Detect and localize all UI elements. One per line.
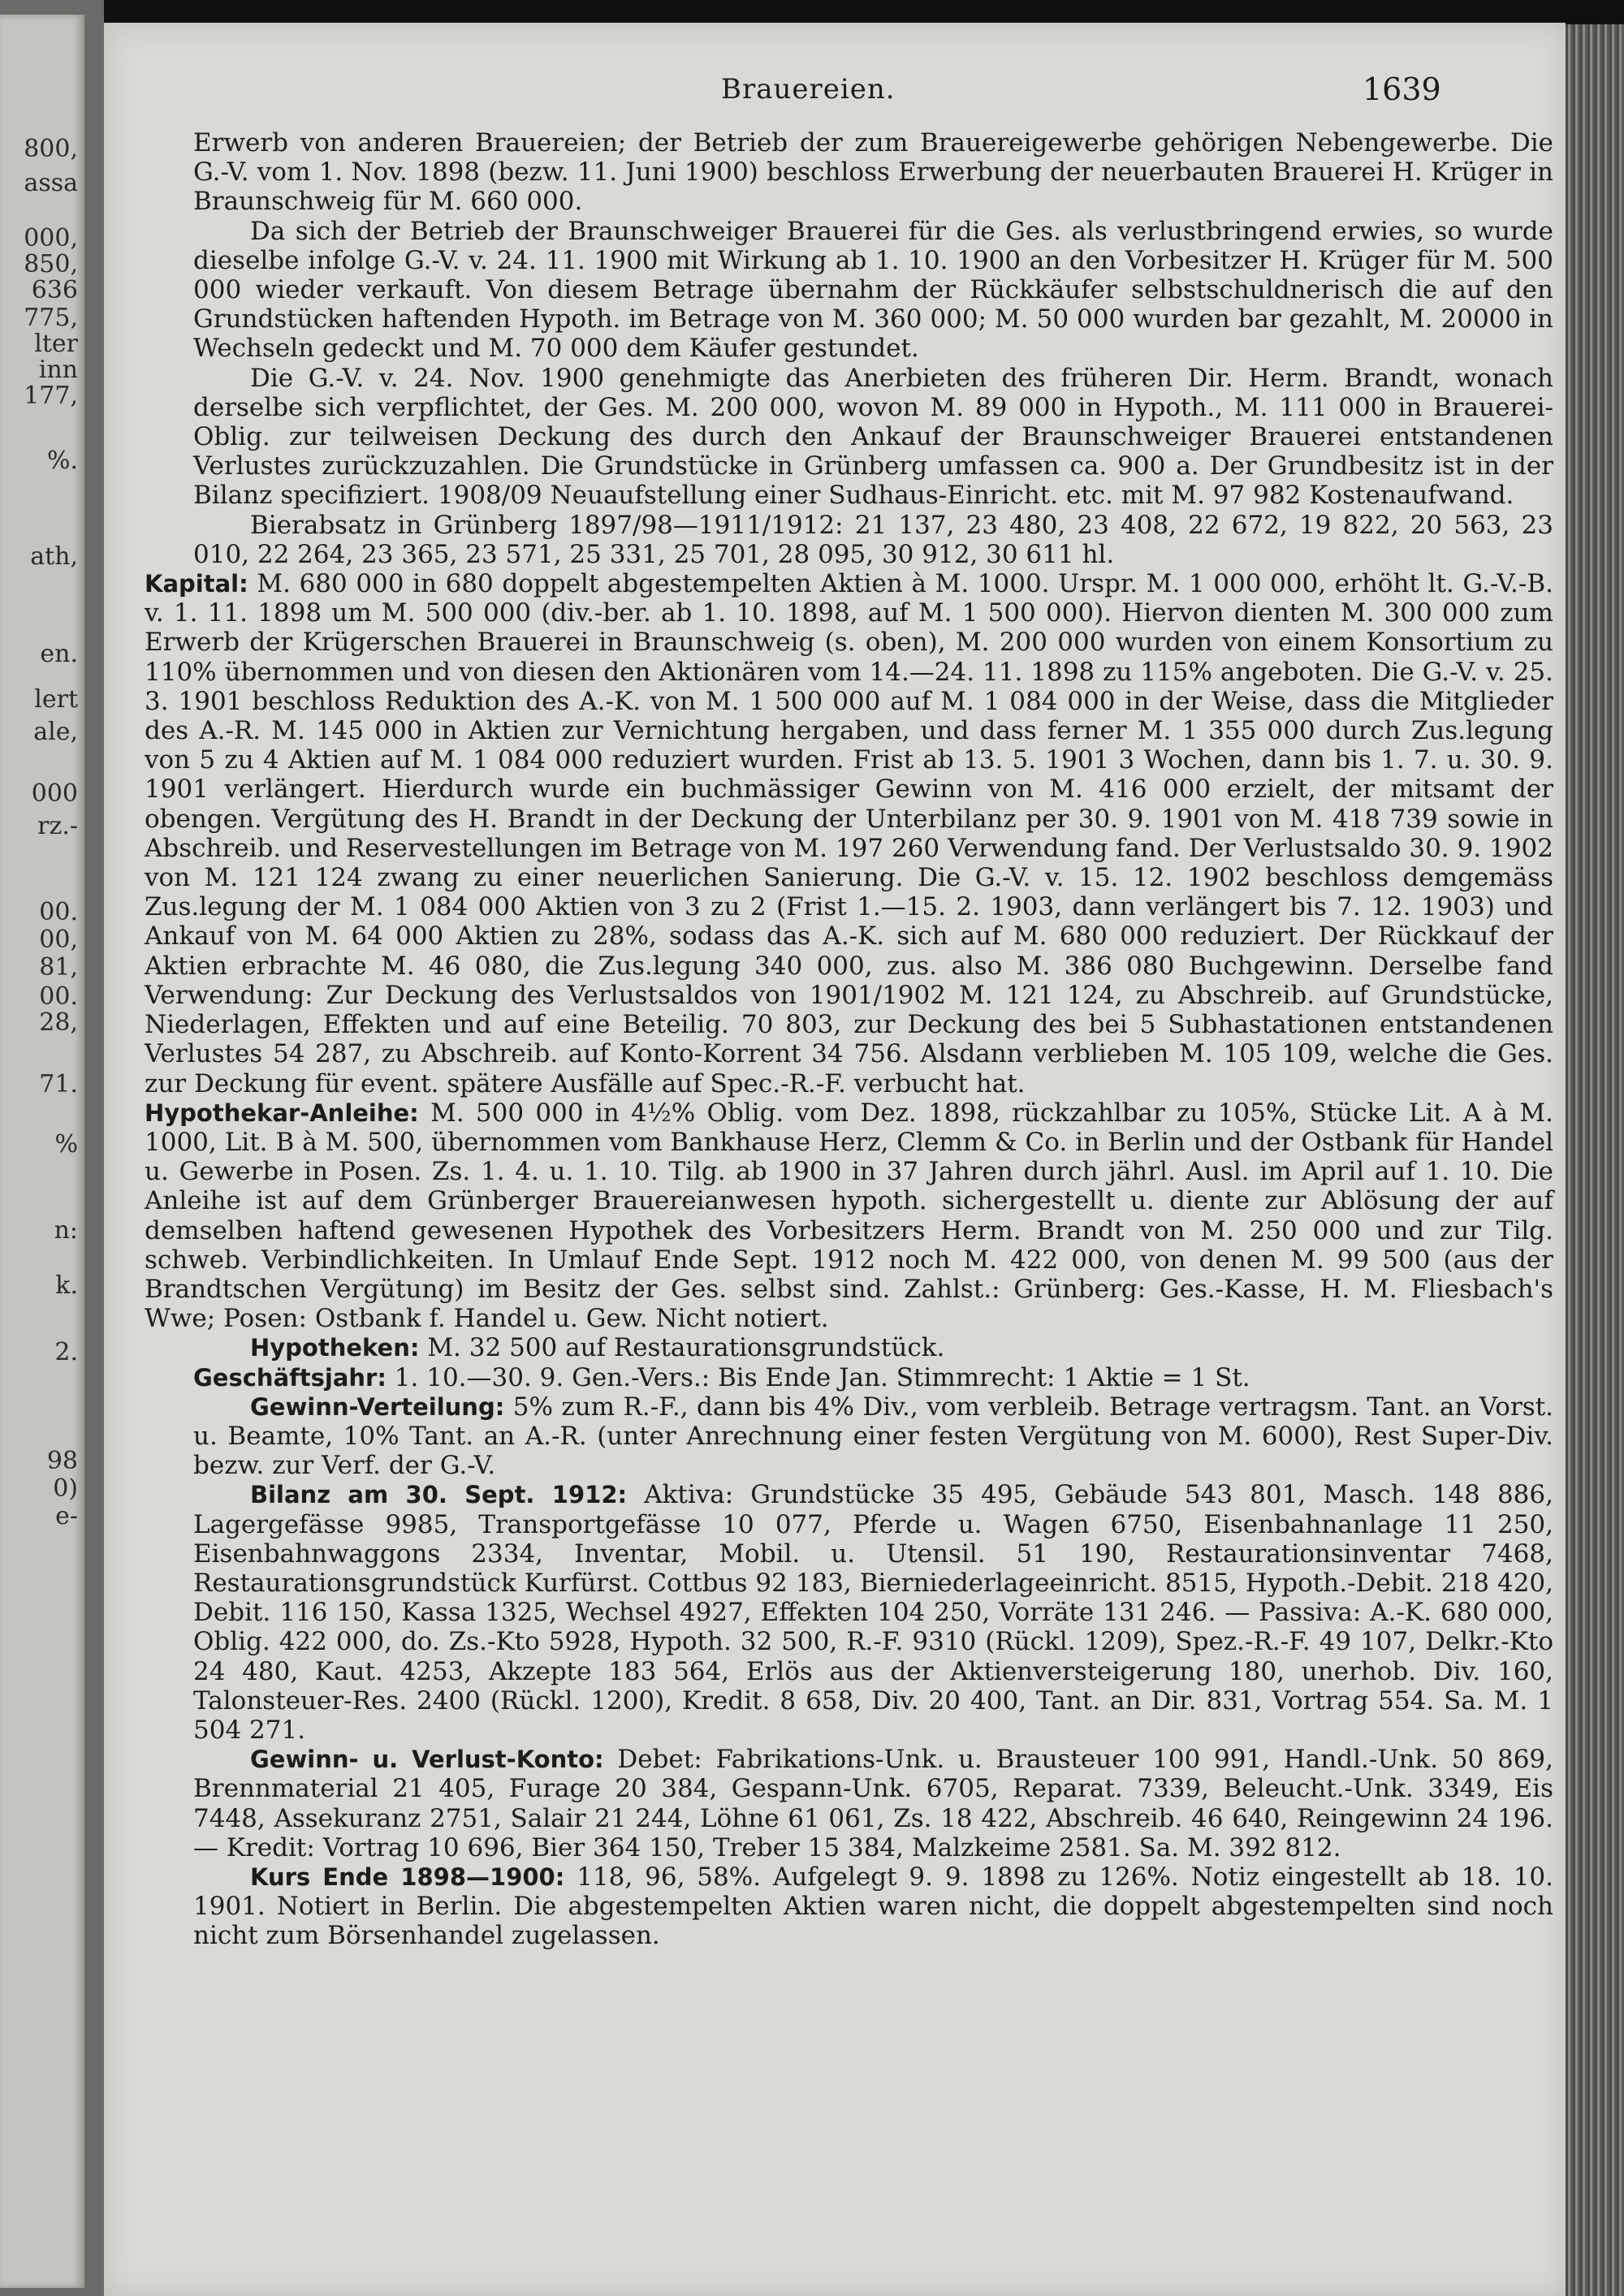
previous-page-fragment: 850, [24, 250, 78, 278]
paragraph-gewinn-verlust-konto: Gewinn- u. Verlust-Konto: Debet: Fabrikations-Unk. u. Brausteuer 100 991, Handl.-Unk. 50 869, Brennmaterial 21 405, Furage 20 384, Gespann-Unk. 6705, Reparat. 7339, Beleucht.-Unk. 3349, Eis 7448, Assekuranz 2751, Salair 21 244, Löhne 61 061, Zs. 18 422, Abschreib. 46 640, Reingewinn 24 196. — Kredit: Vortrag 10 696, Bier 364 150, Treber 15 384, Malzkeime 2581. Sa. M. 392 812. [193, 1745, 1553, 1862]
previous-page-fragment: 0) [53, 1474, 78, 1503]
previous-page-fragment: ath, [30, 542, 78, 571]
paragraph-brandt-offer: Die G.-V. v. 24. Nov. 1900 genehmigte das Anerbieten des früheren Dir. Herm. Brandt, wonach derselbe sich verpflichtet, der Ges. M. 200 000, wovon M. 89 000 in Hypoth., M. 111 000 in Brauerei-Oblig. zur teilweisen Deckung des durch den Ankauf der Braunschweiger Brauerei entstandenen Verlustes zurückzuzahlen. Die Grundstücke in Grünberg umfassen ca. 900 a. Der Grundbesitz ist in der Bilanz specifiziert. 1908/09 Neuaufstellung einer Sudhaus-Einricht. etc. mit M. 97 982 Kostenaufwand. [193, 363, 1553, 511]
previous-page-fragment: 98 [46, 1447, 78, 1475]
previous-page-fragment: assa [24, 169, 78, 197]
scanner-top-edge [104, 0, 1624, 24]
previous-page-fragment: 81, [39, 953, 78, 982]
page-number: 1639 [1363, 71, 1441, 107]
previous-page-fragment: 775, [24, 304, 78, 332]
label-kurs: Kurs Ende 1898—1900: [250, 1862, 565, 1891]
previous-page-fragment: 2. [54, 1338, 78, 1366]
previous-page-fragment: en. [40, 640, 78, 668]
previous-page-fragment: 000 [31, 779, 78, 808]
paragraph-kurs: Kurs Ende 1898—1900: 118, 96, 58%. Aufgelegt 9. 9. 1898 zu 126%. Notiz eingestellt ab 18. 10. 1901. Notiert in Berlin. Die abgestempelten Aktien waren nicht, die doppelt abgestempelten sind noch nicht zum Börsenhandel zugelassen. [193, 1862, 1553, 1951]
previous-page-fragment: lert [34, 685, 78, 714]
previous-page-fragment: lter [34, 330, 78, 358]
book-page [104, 23, 1566, 2296]
paragraph-gewinn-verteilung: Gewinn-Verteilung: 5% zum R.-F., dann bis 4% Div., vom verbleib. Betrage vertragsm. Tant. an Vorst. u. Beamte, 10% Tant. an A.-R. (unter Anrechnung einer festen Vergütung von M. 6000), Rest Super-Div. bezw. zur Verf. der G.-V. [193, 1392, 1554, 1481]
label-kapital: Kapital: [145, 570, 248, 598]
previous-page-fragment: 177, [24, 382, 78, 410]
previous-page-fragment: k. [55, 1271, 78, 1300]
previous-page-fragment: rz.- [37, 812, 78, 840]
paragraph-kapital: Kapital: M. 680 000 in 680 doppelt abgestempelten Aktien à M. 1000. Urspr. M. 1 000 000, erhöht lt. G.-V.-B. v. 1. 11. 1898 um M. 500 000 (div.-ber. ab 1. 10. 1898, auf M. 1 500 000). Hiervon dienten M. 300 000 zum Erwerb der Krügerschen Brauerei in Braunschweig (s. oben), M. 200 000 wurden von einem Konsortium zu 110% übernommen und von diesen den Aktionären vom 14.—24. 11. 1898 zu 115% angeboten. Die G.-V. v. 25. 3. 1901 beschloss Reduktion des A.-K. von M. 1 500 000 auf M. 1 084 000 in der Weise, dass die Mitglieder des A.-R. M. 145 000 in Aktien zur Vernichtung hergaben, und dass ferner M. 1 355 000 durch Zus.legung von 5 zu 4 Aktien auf M. 1 084 000 reduziert wurden. Frist ab 13. 5. 1901 3 Wochen, dann bis 1. 7. u. 30. 9. 1901 verlängert. Hierdurch wurde ein buchmässiger Gewinn von M. 416 000 erzielt, der mitsamt der obengen. Vergütung des H. Brandt in der Deckung der Unterbilanz per 30. 9. 1901 von M. 418 739 sowie in Abschreib. und Reservestellungen im Betrage von M. 197 260 Verwendung fand. Der Verlustsaldo 30. 9. 1902 von M. 121 124 zwang zu einer neuerlichen Sanierung. Die G.-V. v. 15. 12. 1902 beschloss demgemäss Zus.legung der M. 1 084 000 Aktien von 3 zu 2 (Frist 1.—15. 2. 1903, dann verlängert bis 7. 12. 1903) und Ankauf von M. 64 000 Aktien zu 28%, sodass das A.-K. sich auf M. 680 000 reduziert. Der Rückkauf der Aktien erbrachte M. 46 080, die Zus.legung 340 000, zus. also M. 386 080 Buchgewinn. Derselbe fand Verwendung: Zur Deckung des Verlustsaldos von 1901/1902 M. 121 124, zu Abschreib. auf Grundstücke, Niederlagen, Effekten und auf eine Beteilig. 70 803, zur Deckung des bei 5 Subhastationen entstandenen Verlustes 54 287, zu Abschreib. auf Konto-Korrent 34 756. Alsdann verblieben M. 105 109, welche die Ges. zur Deckung für event. spätere Ausfälle auf Spec.-R.-F. verbucht hat. [145, 569, 1554, 1098]
paragraph-bierabsatz: Bierabsatz in Grünberg 1897/98—1911/1912: 21 137, 23 480, 23 408, 22 672, 19 822, 20 563, 23 010, 22 264, 23 365, 23 571, 25 331, 25 701, 28 095, 30 912, 30 611 hl. [193, 510, 1553, 569]
previous-page-fragment: n: [54, 1216, 78, 1245]
body-text [145, 128, 1554, 1951]
label-bilanz: Bilanz am 30. Sept. 1912: [250, 1481, 628, 1509]
label-hypotheken: Hypotheken: [250, 1334, 420, 1362]
previous-page-fragment: 00, [39, 926, 78, 954]
previous-page-fragment: % [54, 1130, 78, 1159]
previous-page-fragment: 71. [39, 1070, 78, 1098]
previous-page-fragment: 00. [39, 898, 78, 926]
label-gewinn-verteilung: Gewinn-Verteilung: [250, 1392, 505, 1421]
paragraph-continuation: Erwerb von anderen Brauereien; der Betrieb der zum Brauereigewerbe gehörigen Nebengewerbe. Die G.-V. vom 1. Nov. 1898 (bezw. 11. Juni 1900) beschloss Erwerbung der neuerbauten Brauerei H. Krüger in Braunschweig für M. 660 000. [193, 128, 1553, 217]
previous-page-fragment: %. [46, 447, 78, 475]
label-geschaeftsjahr: Geschäftsjahr: [193, 1363, 387, 1392]
running-title: Brauereien. [721, 73, 896, 106]
previous-page-strip [0, 15, 84, 2288]
book-page-stack-edge [1566, 24, 1624, 2296]
label-hypothekar-anleihe: Hypothekar-Anleihe: [145, 1098, 419, 1127]
label-gewinn-verlust-konto: Gewinn- u. Verlust-Konto: [250, 1746, 604, 1774]
previous-page-fragment: inn [38, 356, 78, 384]
previous-page-fragment: 800, [24, 135, 78, 163]
previous-page-fragment: 636 [31, 276, 78, 304]
page-header [104, 55, 1566, 107]
previous-page-fragment: 000, [24, 224, 78, 252]
previous-page-fragment: e- [55, 1502, 78, 1530]
paragraph-hypotheken: Hypotheken: M. 32 500 auf Restaurationsgrundstück. [250, 1333, 945, 1363]
paragraph-braunschweig-sale: Da sich der Betrieb der Braunschweiger Brauerei für die Ges. als verlustbringend erwies, so wurde dieselbe infolge G.-V. v. 24. 11. 1900 mit Wirkung ab 1. 10. 1900 an den Vorbesitzer H. Krüger für M. 500 000 wieder verkauft. Von diesem Betrage übernahm der Rückkäufer selbstschuldnerisch die auf den Grundstücken haftenden Hypoth. im Betrage von M. 360 000; M. 50 000 wurden bar gezahlt, M. 20000 in Wechseln gedeckt und M. 70 000 dem Käufer gestundet. [193, 216, 1553, 364]
previous-page-fragment: 00. [39, 982, 78, 1011]
paragraph-bilanz: Bilanz am 30. Sept. 1912: Aktiva: Grundstücke 35 495, Gebäude 543 801, Masch. 148 886, Lagergefässe 9985, Transportgefässe 10 077, Pferde u. Wagen 6750, Eisenbahnanlage 11 250, Eisenbahnwaggons 2334, Inventar, Mobil. u. Utensil. 51 190, Restaurationsinventar 7468, Restaurationsgrundstück Kurfürst. Cottbus 92 183, Bierniederlageeinricht. 8515, Hypoth.-Debit. 218 420, Debit. 116 150, Kassa 1325, Wechsel 4927, Effekten 104 250, Vorräte 131 246. — Passiva: A.-K. 680 000, Oblig. 422 000, do. Zs.-Kto 5928, Hypoth. 32 500, R.-F. 9310 (Rückl. 1209), Spez.-R.-F. 49 107, Delkr.-Kto 24 480, Kaut. 4253, Akzepte 183 564, Erlös aus der Aktienversteigerung 180, unerhob. Div. 160, Talonsteuer-Res. 2400 (Rückl. 1200), Kredit. 8 658, Div. 20 400, Tant. an Dir. 831, Vortrag 554. Sa. M. 1 504 271. [193, 1480, 1553, 1745]
previous-page-fragment: ale, [33, 718, 78, 746]
paragraph-geschaeftsjahr: Geschäftsjahr: 1. 10.—30. 9. Gen.-Vers.: Bis Ende Jan. Stimmrecht: 1 Aktie = 1 St. [193, 1362, 1250, 1392]
paragraph-hypothekar-anleihe: Hypothekar-Anleihe: M. 500 000 in 4½% Oblig. vom Dez. 1898, rückzahlbar zu 105%, Stücke Lit. A à M. 1000, Lit. B à M. 500, übernommen vom Bankhause Herz, Clemm & Co. in Berlin und der Ostbank für Handel u. Gewerbe in Posen. Zs. 1. 4. u. 1. 10. Tilg. ab 1900 in 37 Jahren durch jährl. Ausl. im April auf 1. 10. Die Anleihe ist auf dem Grünberger Brauereianwesen hypoth. sichergestellt u. diente zur Ablösung der auf demselben haftend gewesenen Hypothek des Vorbesitzers Herm. Brandt von M. 250 000 und zur Tilg. schweb. Verbindlichkeiten. In Umlauf Ende Sept. 1912 noch M. 422 000, von denen M. 99 500 (aus der Brandtschen Vergütung) im Besitz der Ges. selbst sind. Zahlst.: Grünberg: Ges.-Kasse, H. M. Fliesbach's Wwe; Posen: Ostbank f. Handel u. Gew. Nicht notiert. [145, 1098, 1553, 1334]
previous-page-fragment: 28, [39, 1008, 78, 1037]
